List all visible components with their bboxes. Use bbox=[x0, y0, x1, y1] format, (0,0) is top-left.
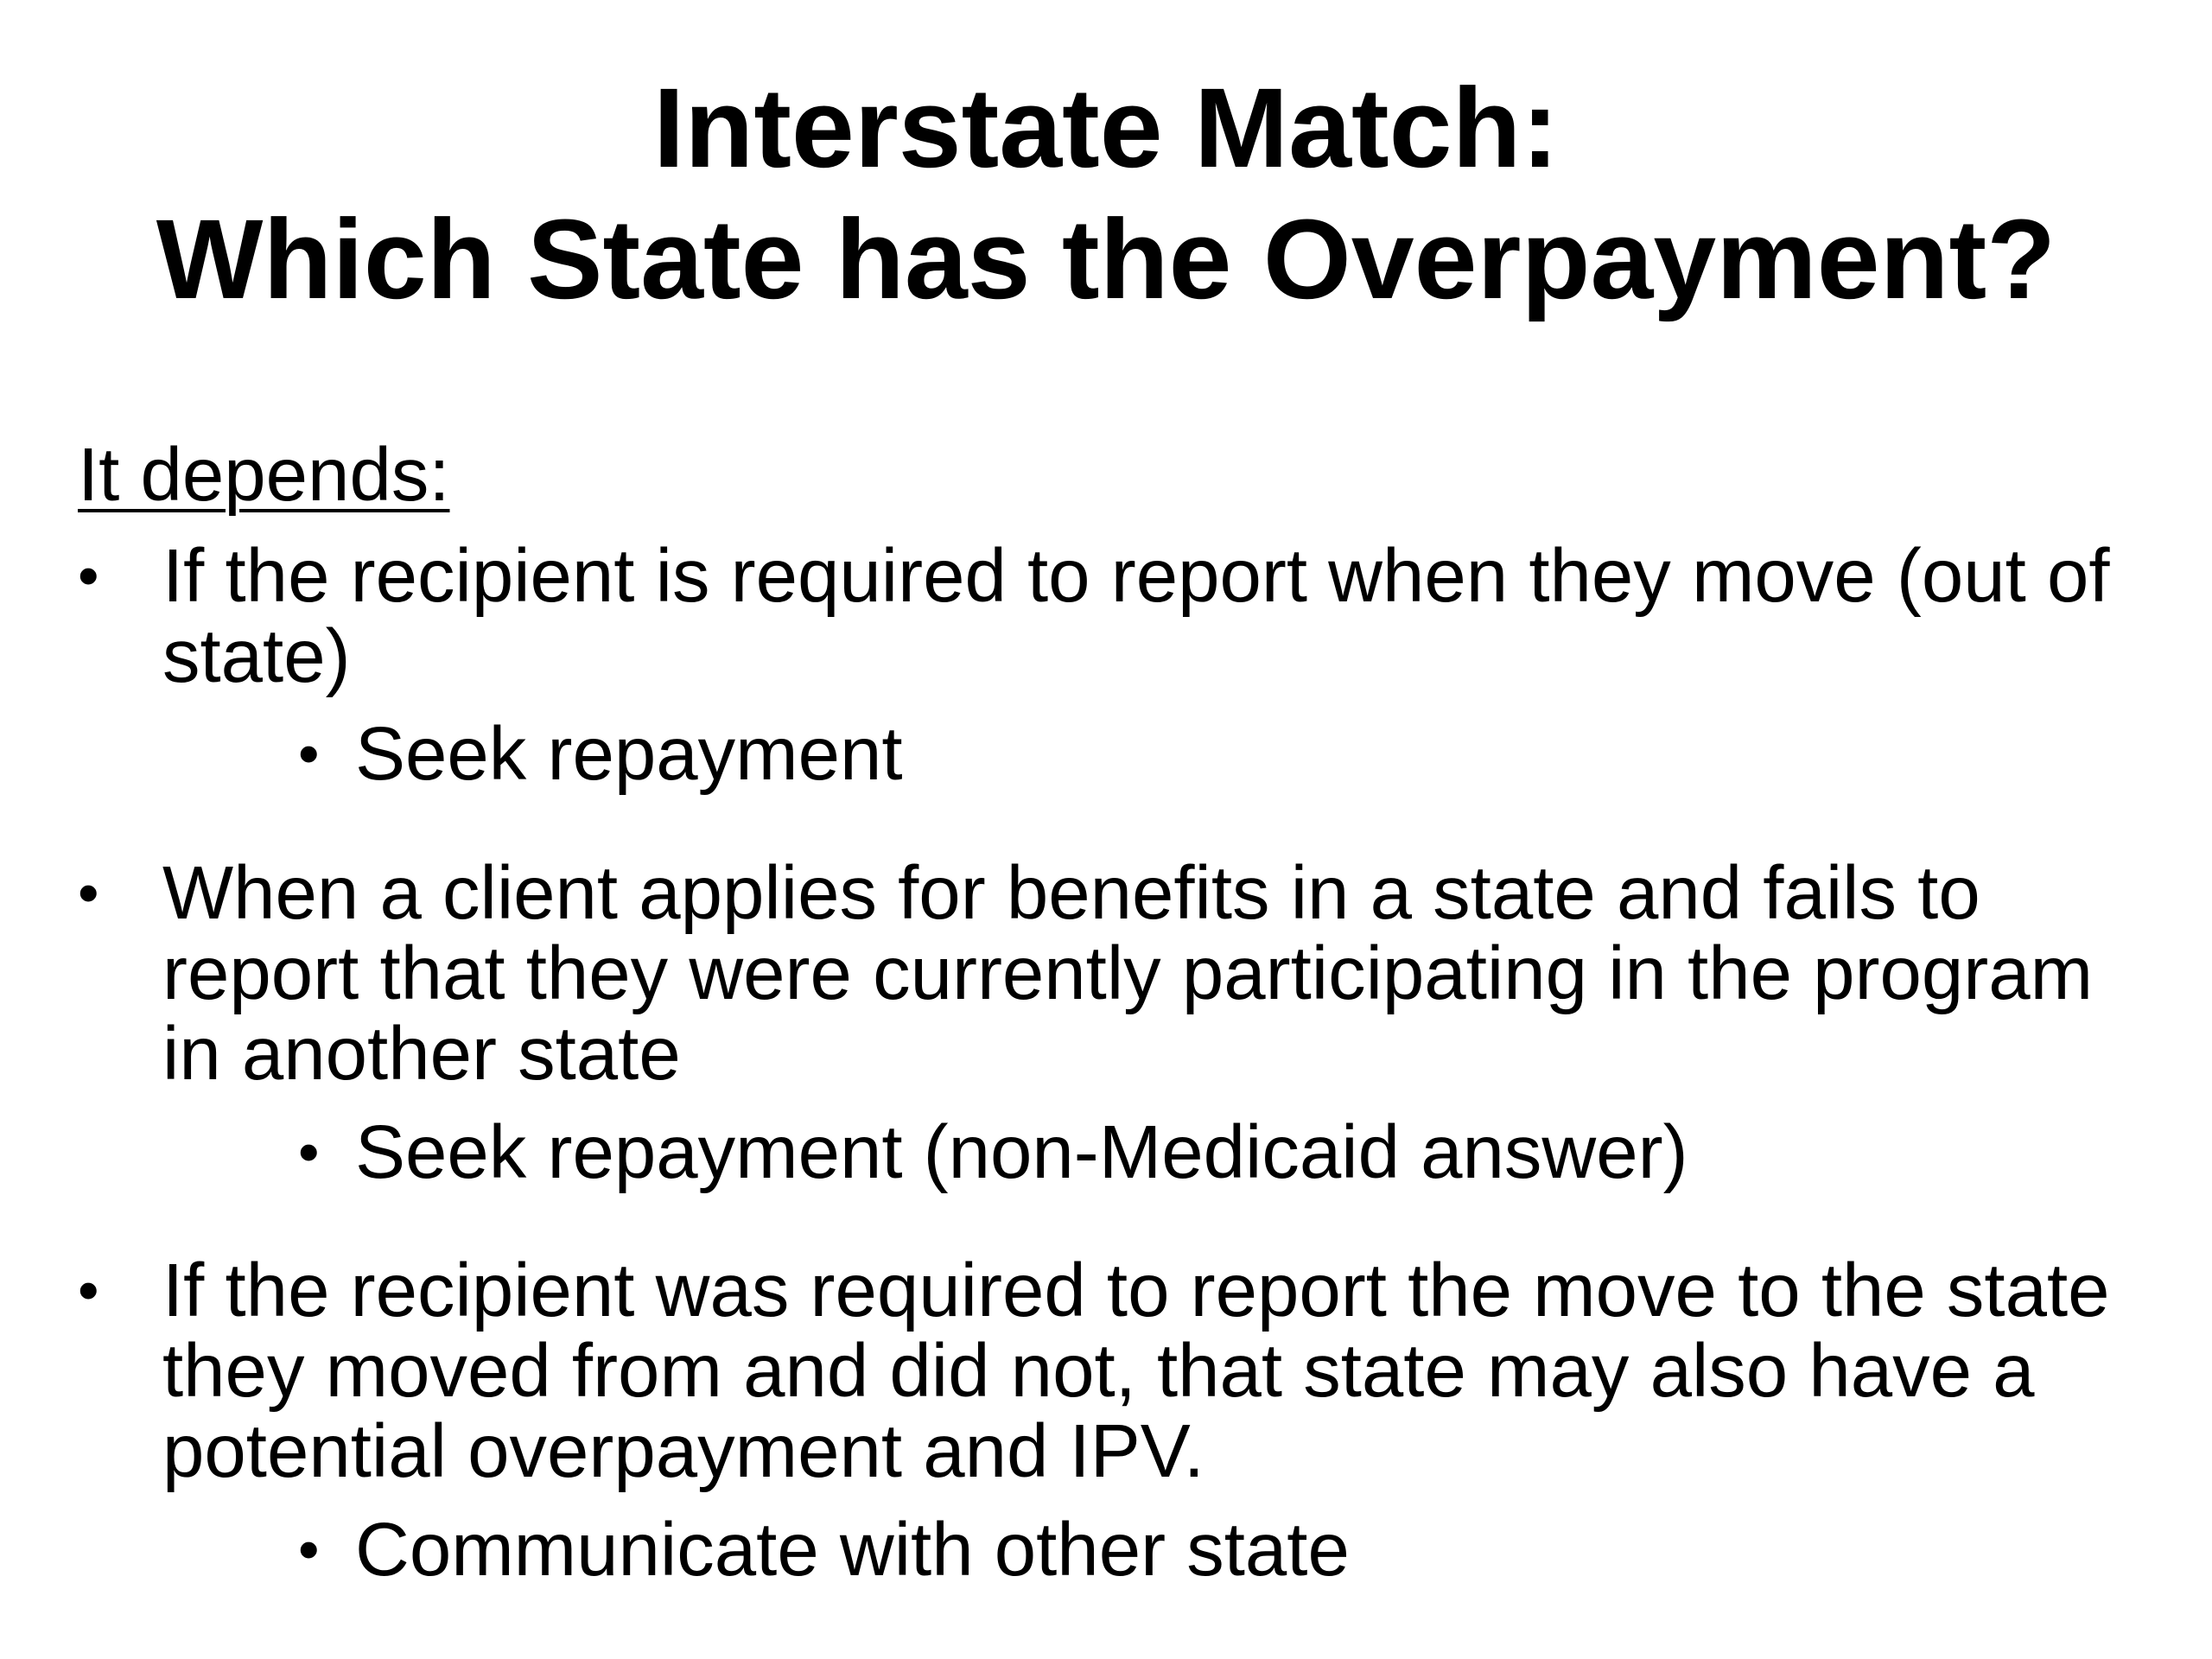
sub-bullet-text: Seek repayment bbox=[355, 712, 903, 796]
bullet-item-2 bbox=[78, 853, 2169, 1094]
sub-bullet-item-1 bbox=[298, 714, 2113, 794]
sub-bullet-item-2 bbox=[298, 1112, 2113, 1192]
bullet-icon: • bbox=[298, 1118, 320, 1185]
bullet-icon: • bbox=[298, 720, 320, 787]
bullet-icon: • bbox=[78, 542, 99, 609]
bullet-item-3 bbox=[78, 1250, 2169, 1491]
bullet-text: When a client applies for benefits in a state and fails to report that they were currently participating in the program in another state bbox=[162, 851, 2094, 1096]
sub-bullet-text: Communicate with other state bbox=[355, 1508, 1350, 1592]
slide-title-line-2: Which State has the Overpayment? bbox=[156, 195, 2056, 322]
bullet-icon: • bbox=[298, 1516, 320, 1583]
bullet-item-1 bbox=[78, 536, 2169, 696]
bullet-icon: • bbox=[78, 859, 99, 926]
sub-bullet-item-3 bbox=[298, 1510, 2113, 1590]
intro-heading: It depends: bbox=[78, 433, 450, 517]
bullet-text: If the recipient is required to report when they move (out of state) bbox=[162, 534, 2110, 698]
bullet-icon: • bbox=[78, 1256, 99, 1324]
slide-title bbox=[0, 62, 2212, 325]
sub-bullet-text: Seek repayment (non-Medicaid answer) bbox=[355, 1110, 1688, 1194]
bullet-text: If the recipient was required to report the move to the state they moved from and did not, that state may also have a potential overpayment and IPV. bbox=[162, 1249, 2110, 1493]
slide-title-line-1: Interstate Match: bbox=[652, 64, 1560, 191]
